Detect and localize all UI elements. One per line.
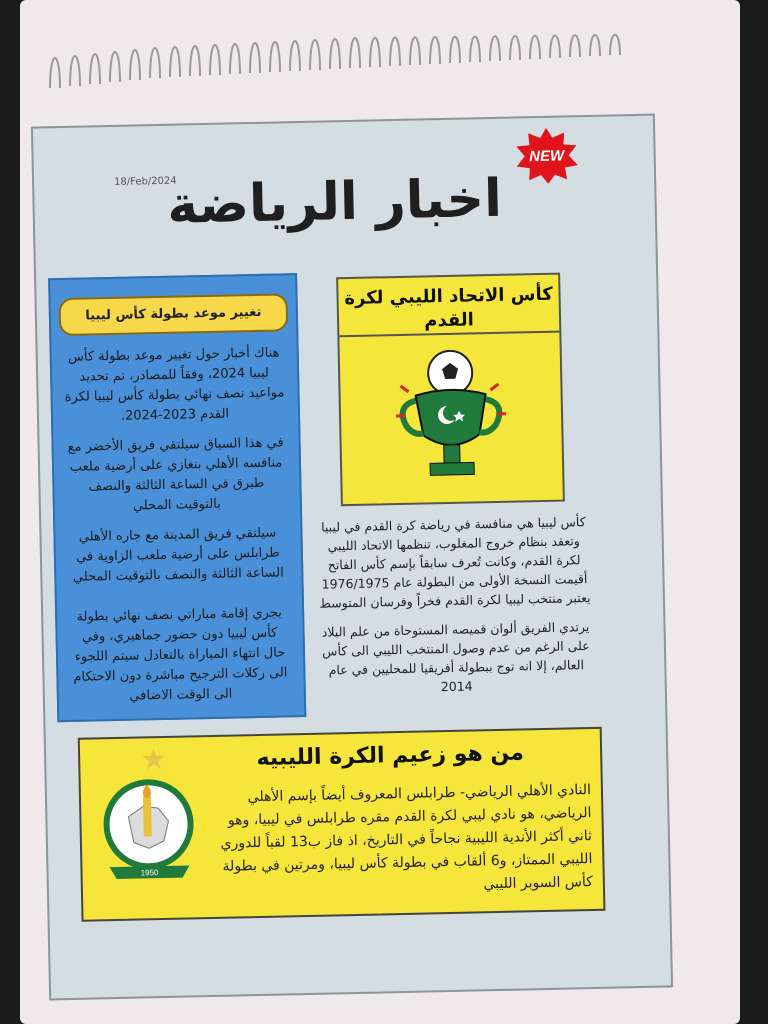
page-title: اخبار الرياضة [166, 168, 503, 236]
cup-schedule-paragraph: في هذا السياق سيلتقي فريق الأخضر مع منافسه الأهلي بنغازي على أرضية ملعب طبرق في الساعة الثالثة والنصف بالتوقيت المحلي [67, 435, 284, 514]
club-leader-title: من هو زعيم الكرة الليبيه [256, 740, 525, 772]
cup-schedule-box [48, 273, 306, 722]
club-leader-box [78, 727, 606, 922]
new-badge-burst-icon [511, 125, 582, 186]
club-logo-year: 1950 [140, 868, 159, 878]
spiral-binding [40, 28, 640, 108]
newspaper-sheet [31, 114, 673, 1001]
trophy-icon [390, 344, 513, 496]
date-stamp: 18/Feb/2024 [113, 175, 177, 188]
new-badge-label: NEW [528, 147, 565, 166]
club-leader-text: النادي الأهلي الرياضي- طرابلس المعروف أيضاً بإسم الأهلي الرياضي، هو نادي ليبي لكرة القدم مقره طرابلس في ليبيا، وهو ثاني أكثر الأندية الليبية نجاحاً في التاريخ، اذ فاز ب13 لقباً للدوري الليبي الممتاز، و6 ألقاب في بطولة كأس ليبيا، ومرتين في بطولة كأس السوبر الليبي [220, 782, 594, 893]
new-badge [511, 125, 582, 186]
cup-card [336, 273, 565, 507]
cup-description-paragraph: كأس ليبيا هي منافسة في رياضة كرة القدم في ليبيا وتعقد بنظام خروج المغلوب، تنظمها الاتحاد الليبي لكرة القدم، وكانت تُعرف سابقاً بإسم كأس الفاتح أقيمت النسخة الأولى من البطولة عام 1976/1975 يعتبر منتخب ليبيا لكرة القدم فخراً وفرسان المتوسط [319, 514, 591, 611]
cup-schedule-paragraph: سيلتقي فريق المدينة مع جاره الأهلي طرابلس على أرضية ملعب الزاوية في الساعة الثالثة والنصف بالتوقيت المحلي [72, 525, 284, 585]
cup-description-paragraph: يرتدي الفريق ألوان قميصه المستوحاة من علم البلاد على الرغم من عدم وصول المنتخب الليبي الى كأس العالم، إلا انه توج ببطولة أفريقيا للمحليين في عام 2014 [321, 619, 590, 695]
cup-schedule-paragraph: هناك أخبار حول تغيير موعد بطولة كأس ليبيا 2024، وفقاً للمصادر، تم تحديد مواعيد نصف نهائي بطولة كأس ليبيا لكرة القدم 2023-2024. [64, 345, 285, 424]
cup-schedule-paragraph: يجري إقامة مباراتي نصف نهائي بطولة كأس ليبيا دون حضور جماهيري، وفي حال انتهاء المباراة بالتعادل سيتم اللجوء الى ركلات الترجيح مباشرة دون الاحتكام الى الوقت الاضافي [73, 605, 288, 704]
star-icon: ★ [139, 741, 168, 778]
cup-description [313, 512, 597, 709]
cup-card-title: كأس الاتحاد الليبي لكرة القدم [338, 275, 559, 338]
cup-schedule-title: تغيير موعد بطولة كأس ليبيا [59, 293, 289, 336]
club-logo-icon [103, 775, 195, 887]
